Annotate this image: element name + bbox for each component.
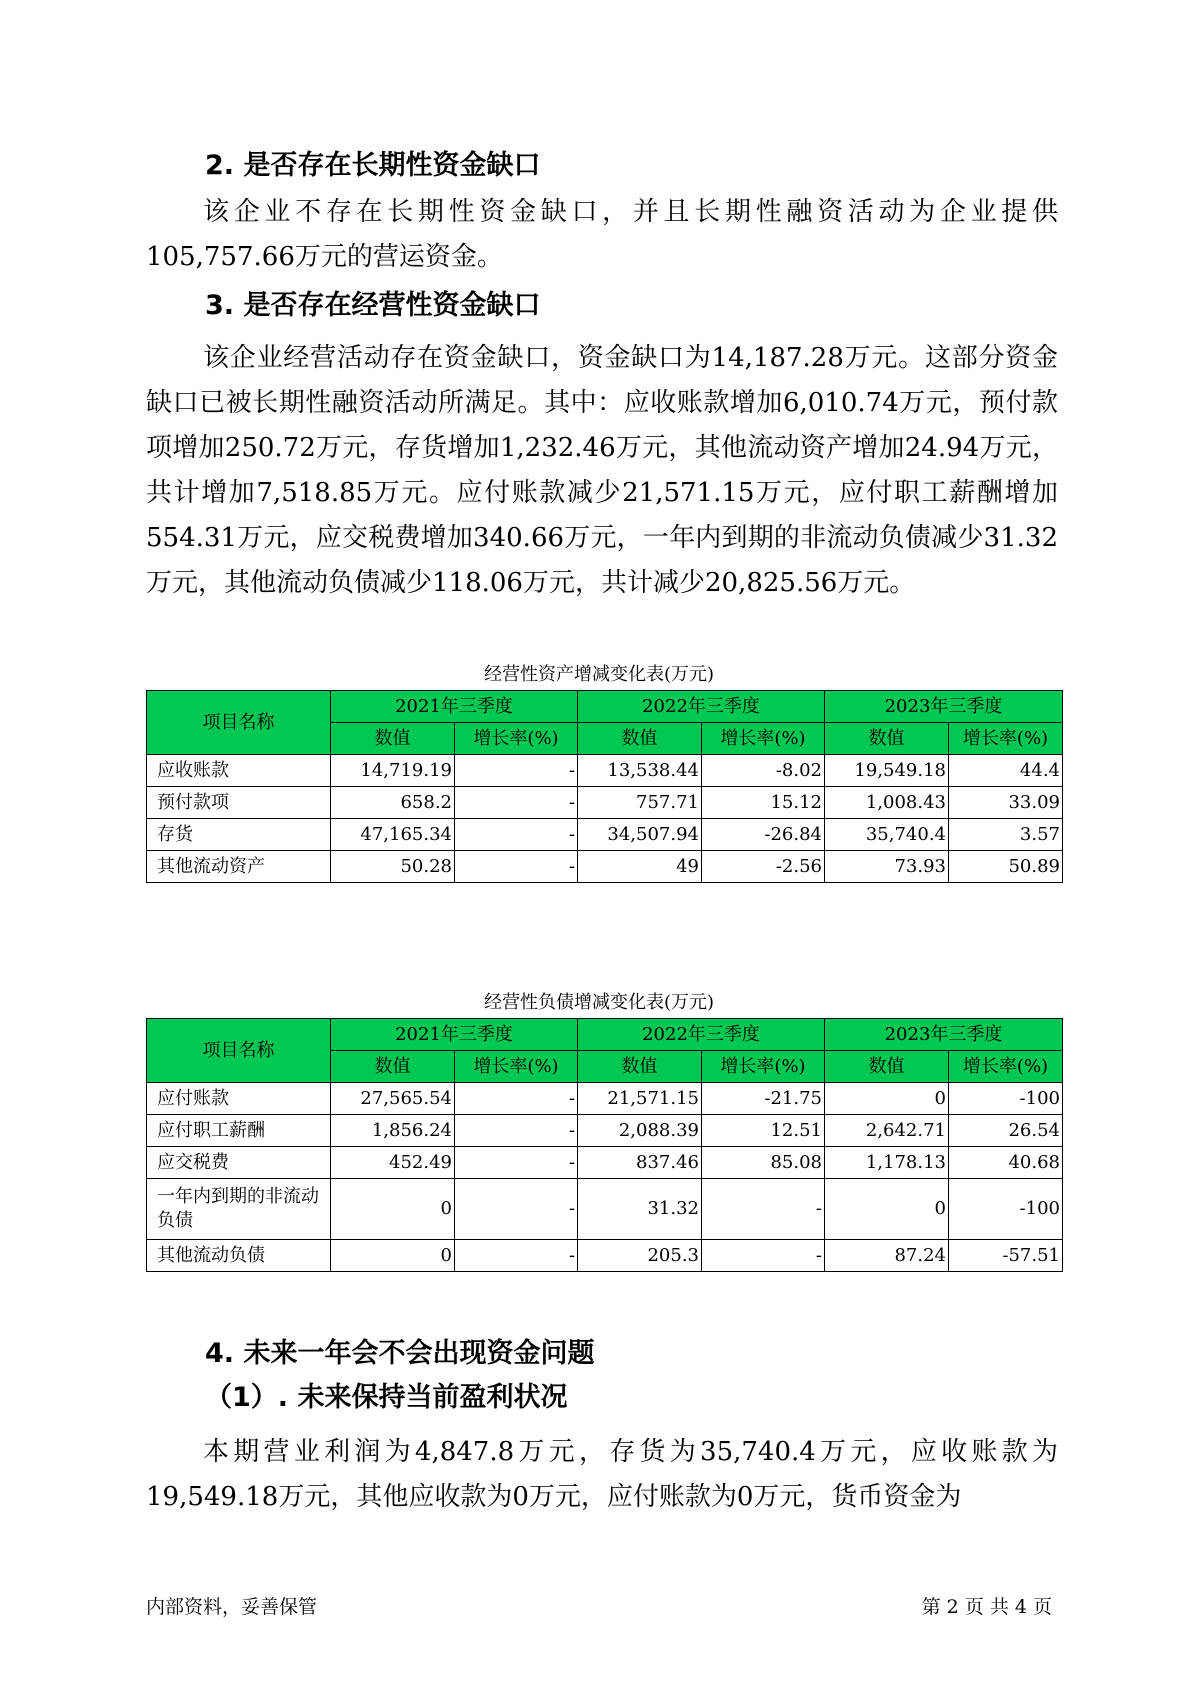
table-cell: 0 (331, 1179, 455, 1240)
table-cell: 1,856.24 (331, 1115, 455, 1147)
table-cell: 1,178.13 (825, 1147, 949, 1179)
table-cell: - (455, 755, 578, 787)
header-period-2023: 2023年三季度 (825, 691, 1063, 723)
table-cell: 47,165.34 (331, 819, 455, 851)
table-cell: 1,008.43 (825, 787, 949, 819)
table-cell: 837.46 (578, 1147, 702, 1179)
table-cell: 12.51 (702, 1115, 825, 1147)
header-growth: 增长率(%) (702, 1051, 825, 1083)
table-cell: 85.08 (702, 1147, 825, 1179)
row-label: 存货 (147, 819, 331, 851)
table-row (147, 851, 1063, 883)
section-2-paragraph: 该企业不存在长期性资金缺口，并且长期性融资活动为企业提供105,757.66万元的营运资金。 (146, 197, 1058, 272)
table-cell: 3.57 (949, 819, 1063, 851)
section-4-heading: 4. 未来一年会不会出现资金问题 (205, 1338, 595, 1369)
row-label: 预付款项 (147, 787, 331, 819)
table-cell: -2.56 (702, 851, 825, 883)
table-cell: - (702, 1179, 825, 1240)
header-value: 数值 (331, 1051, 455, 1083)
footer-page-number: 第 2 页 共 4 页 (921, 1596, 1052, 1618)
row-label: 其他流动负债 (147, 1240, 331, 1272)
table-cell: 27,565.54 (331, 1083, 455, 1115)
table-cell: - (455, 851, 578, 883)
table-row (147, 1179, 1063, 1240)
row-label: 应付职工薪酬 (147, 1115, 331, 1147)
header-growth: 增长率(%) (455, 723, 578, 755)
header-period-2023: 2023年三季度 (825, 1019, 1063, 1051)
table-cell: 44.4 (949, 755, 1063, 787)
row-label: 其他流动资产 (147, 851, 331, 883)
section-2-heading: 2. 是否存在长期性资金缺口 (205, 150, 541, 181)
header-period-2021: 2021年三季度 (331, 1019, 578, 1051)
header-growth: 增长率(%) (455, 1051, 578, 1083)
table-row (147, 1240, 1063, 1272)
table-cell: -26.84 (702, 819, 825, 851)
table-row (147, 755, 1063, 787)
table-cell: 2,088.39 (578, 1115, 702, 1147)
row-label: 应收账款 (147, 755, 331, 787)
table-cell: 31.32 (578, 1179, 702, 1240)
table-cell: 757.71 (578, 787, 702, 819)
table-cell: 21,571.15 (578, 1083, 702, 1115)
header-period-2022: 2022年三季度 (578, 691, 825, 723)
section-3-heading: 3. 是否存在经营性资金缺口 (205, 290, 541, 321)
row-label: 应付账款 (147, 1083, 331, 1115)
table-cell: 19,549.18 (825, 755, 949, 787)
liabilities-table-caption: 经营性负债增减变化表(万元) (483, 992, 715, 1013)
table-cell: - (455, 1115, 578, 1147)
footer-confidential-note: 内部资料，妥善保管 (146, 1596, 318, 1618)
table-cell: 13,538.44 (578, 755, 702, 787)
table-cell: -100 (949, 1083, 1063, 1115)
header-growth: 增长率(%) (949, 723, 1063, 755)
assets-table (146, 690, 1063, 883)
header-item-name: 项目名称 (147, 1019, 331, 1083)
row-label: 应交税费 (147, 1147, 331, 1179)
table-cell: 0 (825, 1179, 949, 1240)
header-value: 数值 (331, 723, 455, 755)
table-cell: 34,507.94 (578, 819, 702, 851)
section-4-paragraph: 本期营业利润为4,847.8万元，存货为35,740.4万元，应收账款为19,549.18万元，其他应收款为0万元，应付账款为0万元，货币资金为 (146, 1437, 1058, 1512)
table-cell: 14,719.19 (331, 755, 455, 787)
table-row (147, 819, 1063, 851)
table-cell: 49 (578, 851, 702, 883)
table-cell: -57.51 (949, 1240, 1063, 1272)
table-cell: - (455, 819, 578, 851)
table-cell: - (455, 1147, 578, 1179)
table-cell: - (455, 1083, 578, 1115)
table-cell: 658.2 (331, 787, 455, 819)
liabilities-table (146, 1018, 1063, 1272)
table-cell: 87.24 (825, 1240, 949, 1272)
table-row (147, 787, 1063, 819)
table-cell: 15.12 (702, 787, 825, 819)
table-cell: 33.09 (949, 787, 1063, 819)
table-cell: 50.89 (949, 851, 1063, 883)
table-cell: - (702, 1240, 825, 1272)
header-growth: 增长率(%) (949, 1051, 1063, 1083)
table-cell: - (455, 787, 578, 819)
table-cell: 2,642.71 (825, 1115, 949, 1147)
table-row (147, 1147, 1063, 1179)
table-cell: 35,740.4 (825, 819, 949, 851)
assets-table-caption: 经营性资产增减变化表(万元) (483, 664, 715, 685)
table-cell: -100 (949, 1179, 1063, 1240)
table-row (147, 1115, 1063, 1147)
header-value: 数值 (578, 1051, 702, 1083)
row-label: 一年内到期的非流动负债 (147, 1179, 331, 1240)
header-value: 数值 (825, 723, 949, 755)
table-cell: 26.54 (949, 1115, 1063, 1147)
header-value: 数值 (578, 723, 702, 755)
table-cell: - (455, 1240, 578, 1272)
header-period-2022: 2022年三季度 (578, 1019, 825, 1051)
header-value: 数值 (825, 1051, 949, 1083)
table-cell: -21.75 (702, 1083, 825, 1115)
table-row (147, 1083, 1063, 1115)
table-cell: 50.28 (331, 851, 455, 883)
table-cell: 452.49 (331, 1147, 455, 1179)
header-period-2021: 2021年三季度 (331, 691, 578, 723)
table-cell: 205.3 (578, 1240, 702, 1272)
table-cell: 0 (825, 1083, 949, 1115)
header-growth: 增长率(%) (702, 723, 825, 755)
table-cell: 73.93 (825, 851, 949, 883)
section-3-paragraph: 该企业经营活动存在资金缺口，资金缺口为14,187.28万元。这部分资金缺口已被长期性融资活动所满足。其中：应收账款增加6,010.74万元，预付款项增加250.72万元，存货增加1,232.46万元，其他流动资产增加24.94万元，共计增加7,518.85万元。应付账款减少21,571.15万元，应付职工薪酬增加554.31万元，应交税费增加340.66万元，一年内到期的非流动负债减少31.32万元，其他流动负债减少118.06万元，共计减少20,825.56万元。 (146, 343, 1058, 598)
table-cell: -8.02 (702, 755, 825, 787)
table-cell: 40.68 (949, 1147, 1063, 1179)
table-cell: - (455, 1179, 578, 1240)
table-cell: 0 (331, 1240, 455, 1272)
header-item-name: 项目名称 (147, 691, 331, 755)
section-4-subheading: （1）. 未来保持当前盈利状况 (205, 1382, 568, 1413)
